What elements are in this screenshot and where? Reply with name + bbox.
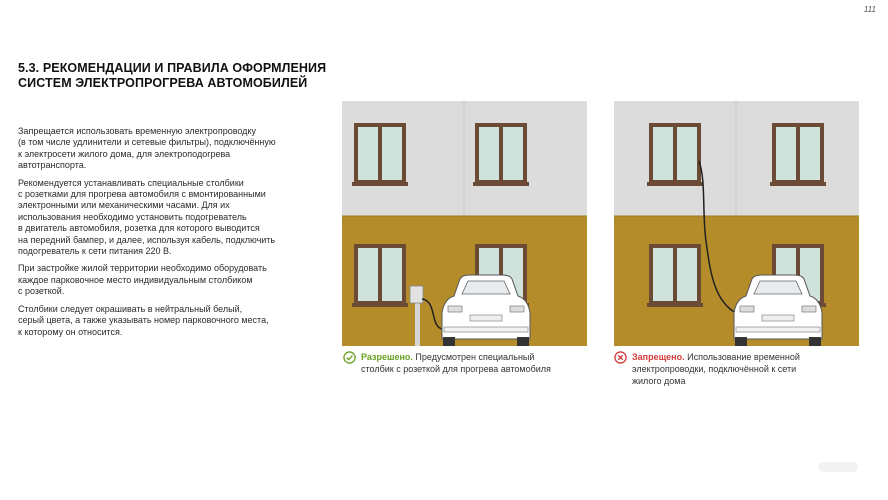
paragraph-2: Рекомендуется устанавливать специальные столбики с розетками для прогрева автомобиля с вмонтированными электронными или механическими часами. Для их использования необходимо установить подогреватель в двигатель автомобиля, розетка для которого выводится на передний бампер, и далее, используя кабель, подключить подогреватель к сети питания 220 В. <box>18 177 276 257</box>
allowed-status: Разрешено. <box>361 352 413 362</box>
forbidden-status: Запрещено. <box>632 352 685 362</box>
forbidden-text: Использование временной электропроводки, подключённой к сети жилого дома <box>632 352 800 386</box>
title-line-1: 5.3. РЕКОМЕНДАЦИИ И ПРАВИЛА ОФОРМЛЕНИЯ <box>18 61 327 75</box>
paragraph-3: При застройке жилой территории необходимо оборудовать каждое парковочное место индивидуальным столбиком с розеткой. <box>18 263 267 297</box>
forbidden-illustration <box>614 101 859 346</box>
body-text <box>18 126 318 344</box>
watermark <box>818 462 858 472</box>
section-title <box>18 61 348 91</box>
allowed-illustration <box>342 101 587 346</box>
page-number: 111 <box>863 5 876 14</box>
allowed-caption <box>343 351 551 375</box>
cross-circle-icon <box>614 351 627 364</box>
title-line-2: СИСТЕМ ЭЛЕКТРОПРОГРЕВА АВТОМОБИЛЕЙ <box>18 76 308 90</box>
paragraph-1: Запрещается использовать временную электропроводку (в том числе удлинители и сетевые фильтры), подключённую к электросети жилого дома, для электроподогрева автотранспорта. <box>18 126 276 171</box>
forbidden-caption <box>614 351 800 387</box>
check-circle-icon <box>343 351 356 364</box>
allowed-text: Предусмотрен специальный столбик с розеткой для прогрева автомобиля <box>361 352 551 374</box>
paragraph-4: Столбики следует окрашивать в нейтральный белый, серый цвета, а также указывать номер парковочного места, к которому он относится. <box>18 303 269 337</box>
